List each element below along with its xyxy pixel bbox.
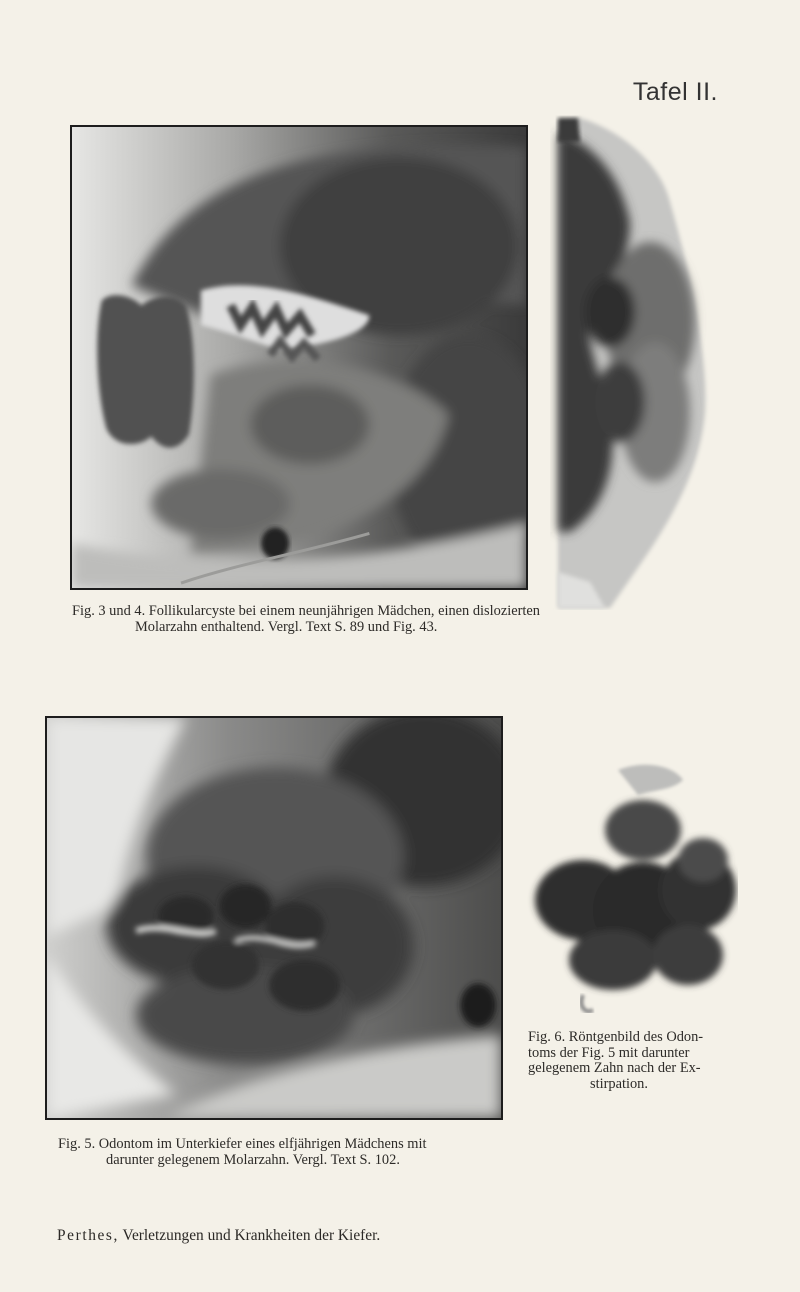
xray-image-odontoma xyxy=(47,718,501,1118)
footer-book-title: Verletzungen und Krankheiten der Kiefer. xyxy=(122,1227,381,1244)
xray-figure-5 xyxy=(45,716,503,1120)
caption-fig-3-4 xyxy=(72,603,732,635)
caption-fig-6 xyxy=(528,1030,738,1092)
xray-figure-6 xyxy=(523,760,738,1025)
caption-fig-6-line4: stirpation. xyxy=(590,1075,648,1092)
caption-fig-3-4-line1: Fig. 3 und 4. Follikularcyste bei einem neunjährigen Mädchen, einen dislozierten xyxy=(72,603,540,619)
footer-author: Perthes, xyxy=(57,1227,119,1244)
page-footer xyxy=(57,1227,380,1245)
caption-fig-6-line3: gelegenem Zahn nach der Ex- xyxy=(528,1060,701,1076)
caption-fig-6-line1: Fig. 6. Röntgenbild des Odon- xyxy=(528,1029,704,1045)
caption-fig-6-line2: toms der Fig. 5 mit darunter xyxy=(528,1044,690,1061)
xray-figure-3 xyxy=(70,125,528,590)
caption-fig-5 xyxy=(58,1136,528,1168)
xray-figure-4 xyxy=(550,112,712,610)
xray-image-extracted-odontoma xyxy=(523,760,738,1025)
plate-title: Tafel II. xyxy=(632,78,718,106)
xray-image-jaw-frontal xyxy=(550,112,712,610)
caption-fig-5-line1: Fig. 5. Odontom im Unterkiefer eines elfjährigen Mädchens mit xyxy=(58,1136,427,1152)
xray-image-jaw-cyst xyxy=(72,127,526,588)
caption-fig-3-4-line2: Molarzahn enthaltend. Vergl. Text S. 89 und Fig. 43. xyxy=(135,619,438,635)
caption-fig-5-line2: darunter gelegenem Molarzahn. Vergl. Text S. 102. xyxy=(106,1152,400,1168)
